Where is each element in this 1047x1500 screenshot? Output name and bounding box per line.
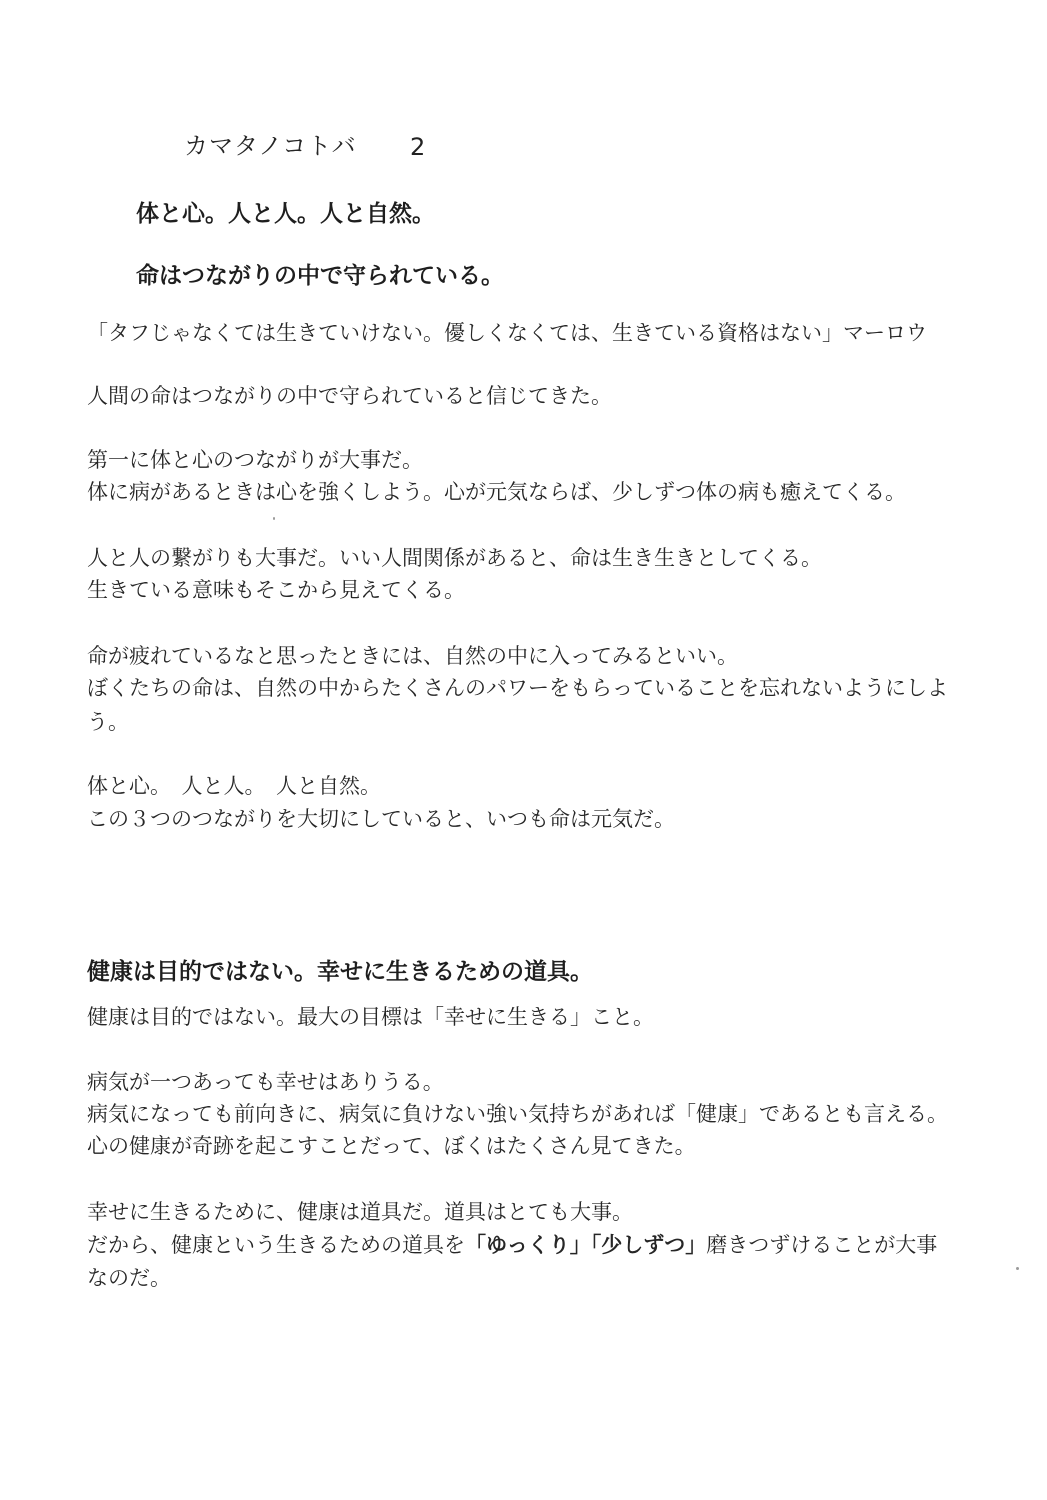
section2-paragraph-3-emphasis: 「ゆっくり」「少しずつ」 bbox=[465, 1233, 707, 1257]
paragraph-5-line-2: この３つのつながりを大切にしていると、いつも命は元気だ。 bbox=[87, 807, 675, 831]
section2-paragraph-2-line-1: 病気が一つあっても幸せはありうる。 bbox=[87, 1070, 444, 1094]
quote-line: 「タフじゃなくては生きていけない。優しくなくては、生きている資格はない」マーロウ bbox=[87, 321, 927, 345]
section2-heading: 健康は目的ではない。幸せに生きるための道具。 bbox=[87, 959, 593, 985]
paragraph-2-line-1: 第一に体と心のつながりが大事だ。 bbox=[87, 448, 423, 472]
scan-speck bbox=[1016, 1267, 1019, 1270]
paragraph-1: 人間の命はつながりの中で守られていると信じてきた。 bbox=[87, 384, 612, 408]
section2-paragraph-3-line-2 bbox=[87, 1231, 937, 1259]
section1-heading-2: 命はつながりの中で守られている。 bbox=[136, 263, 504, 289]
section2-paragraph-3-text-a: だから、健康という生きるための道具を bbox=[87, 1233, 465, 1257]
paragraph-3-line-1: 人と人の繋がりも大事だ。いい人間関係があると、命は生き生きとしてくる。 bbox=[87, 546, 822, 570]
paragraph-4-line-1: 命が疲れているなと思ったときには、自然の中に入ってみるといい。 bbox=[87, 644, 738, 668]
section1-heading-1: 体と心。人と人。人と自然。 bbox=[136, 201, 435, 227]
paragraph-5-line-1: 体と心。 人と人。 人と自然。 bbox=[87, 774, 381, 798]
page-title: カマタノコトバ bbox=[184, 132, 357, 160]
section2-paragraph-1: 健康は目的ではない。最大の目標は「幸せに生きる」こと。 bbox=[87, 1005, 654, 1029]
section2-paragraph-2-line-3: 心の健康が奇跡を起こすことだって、ぼくはたくさん見てきた。 bbox=[87, 1134, 696, 1158]
section2-paragraph-3-text-c: 磨きつずけることが大事 bbox=[706, 1233, 938, 1257]
section2-paragraph-2-line-2: 病気になっても前向きに、病気に負けない強い気持ちがあれば「健康」であるとも言える。 bbox=[87, 1102, 948, 1126]
scan-speck bbox=[273, 517, 275, 520]
page-number-label: 2 bbox=[410, 133, 426, 161]
paragraph-4-line-2: ぼくたちの命は、自然の中からたくさんのパワーをもらっていることを忘れないようにしよ bbox=[87, 676, 948, 700]
paragraph-4-line-3: う。 bbox=[87, 710, 129, 734]
section2-paragraph-3-line-3: なのだ。 bbox=[87, 1266, 171, 1290]
paragraph-3-line-2: 生きている意味もそこから見えてくる。 bbox=[87, 578, 465, 602]
section2-paragraph-3-line-1: 幸せに生きるために、健康は道具だ。道具はとても大事。 bbox=[87, 1200, 633, 1224]
paragraph-2-line-2: 体に病があるときは心を強くしよう。心が元気ならば、少しずつ体の病も癒えてくる。 bbox=[87, 480, 906, 504]
